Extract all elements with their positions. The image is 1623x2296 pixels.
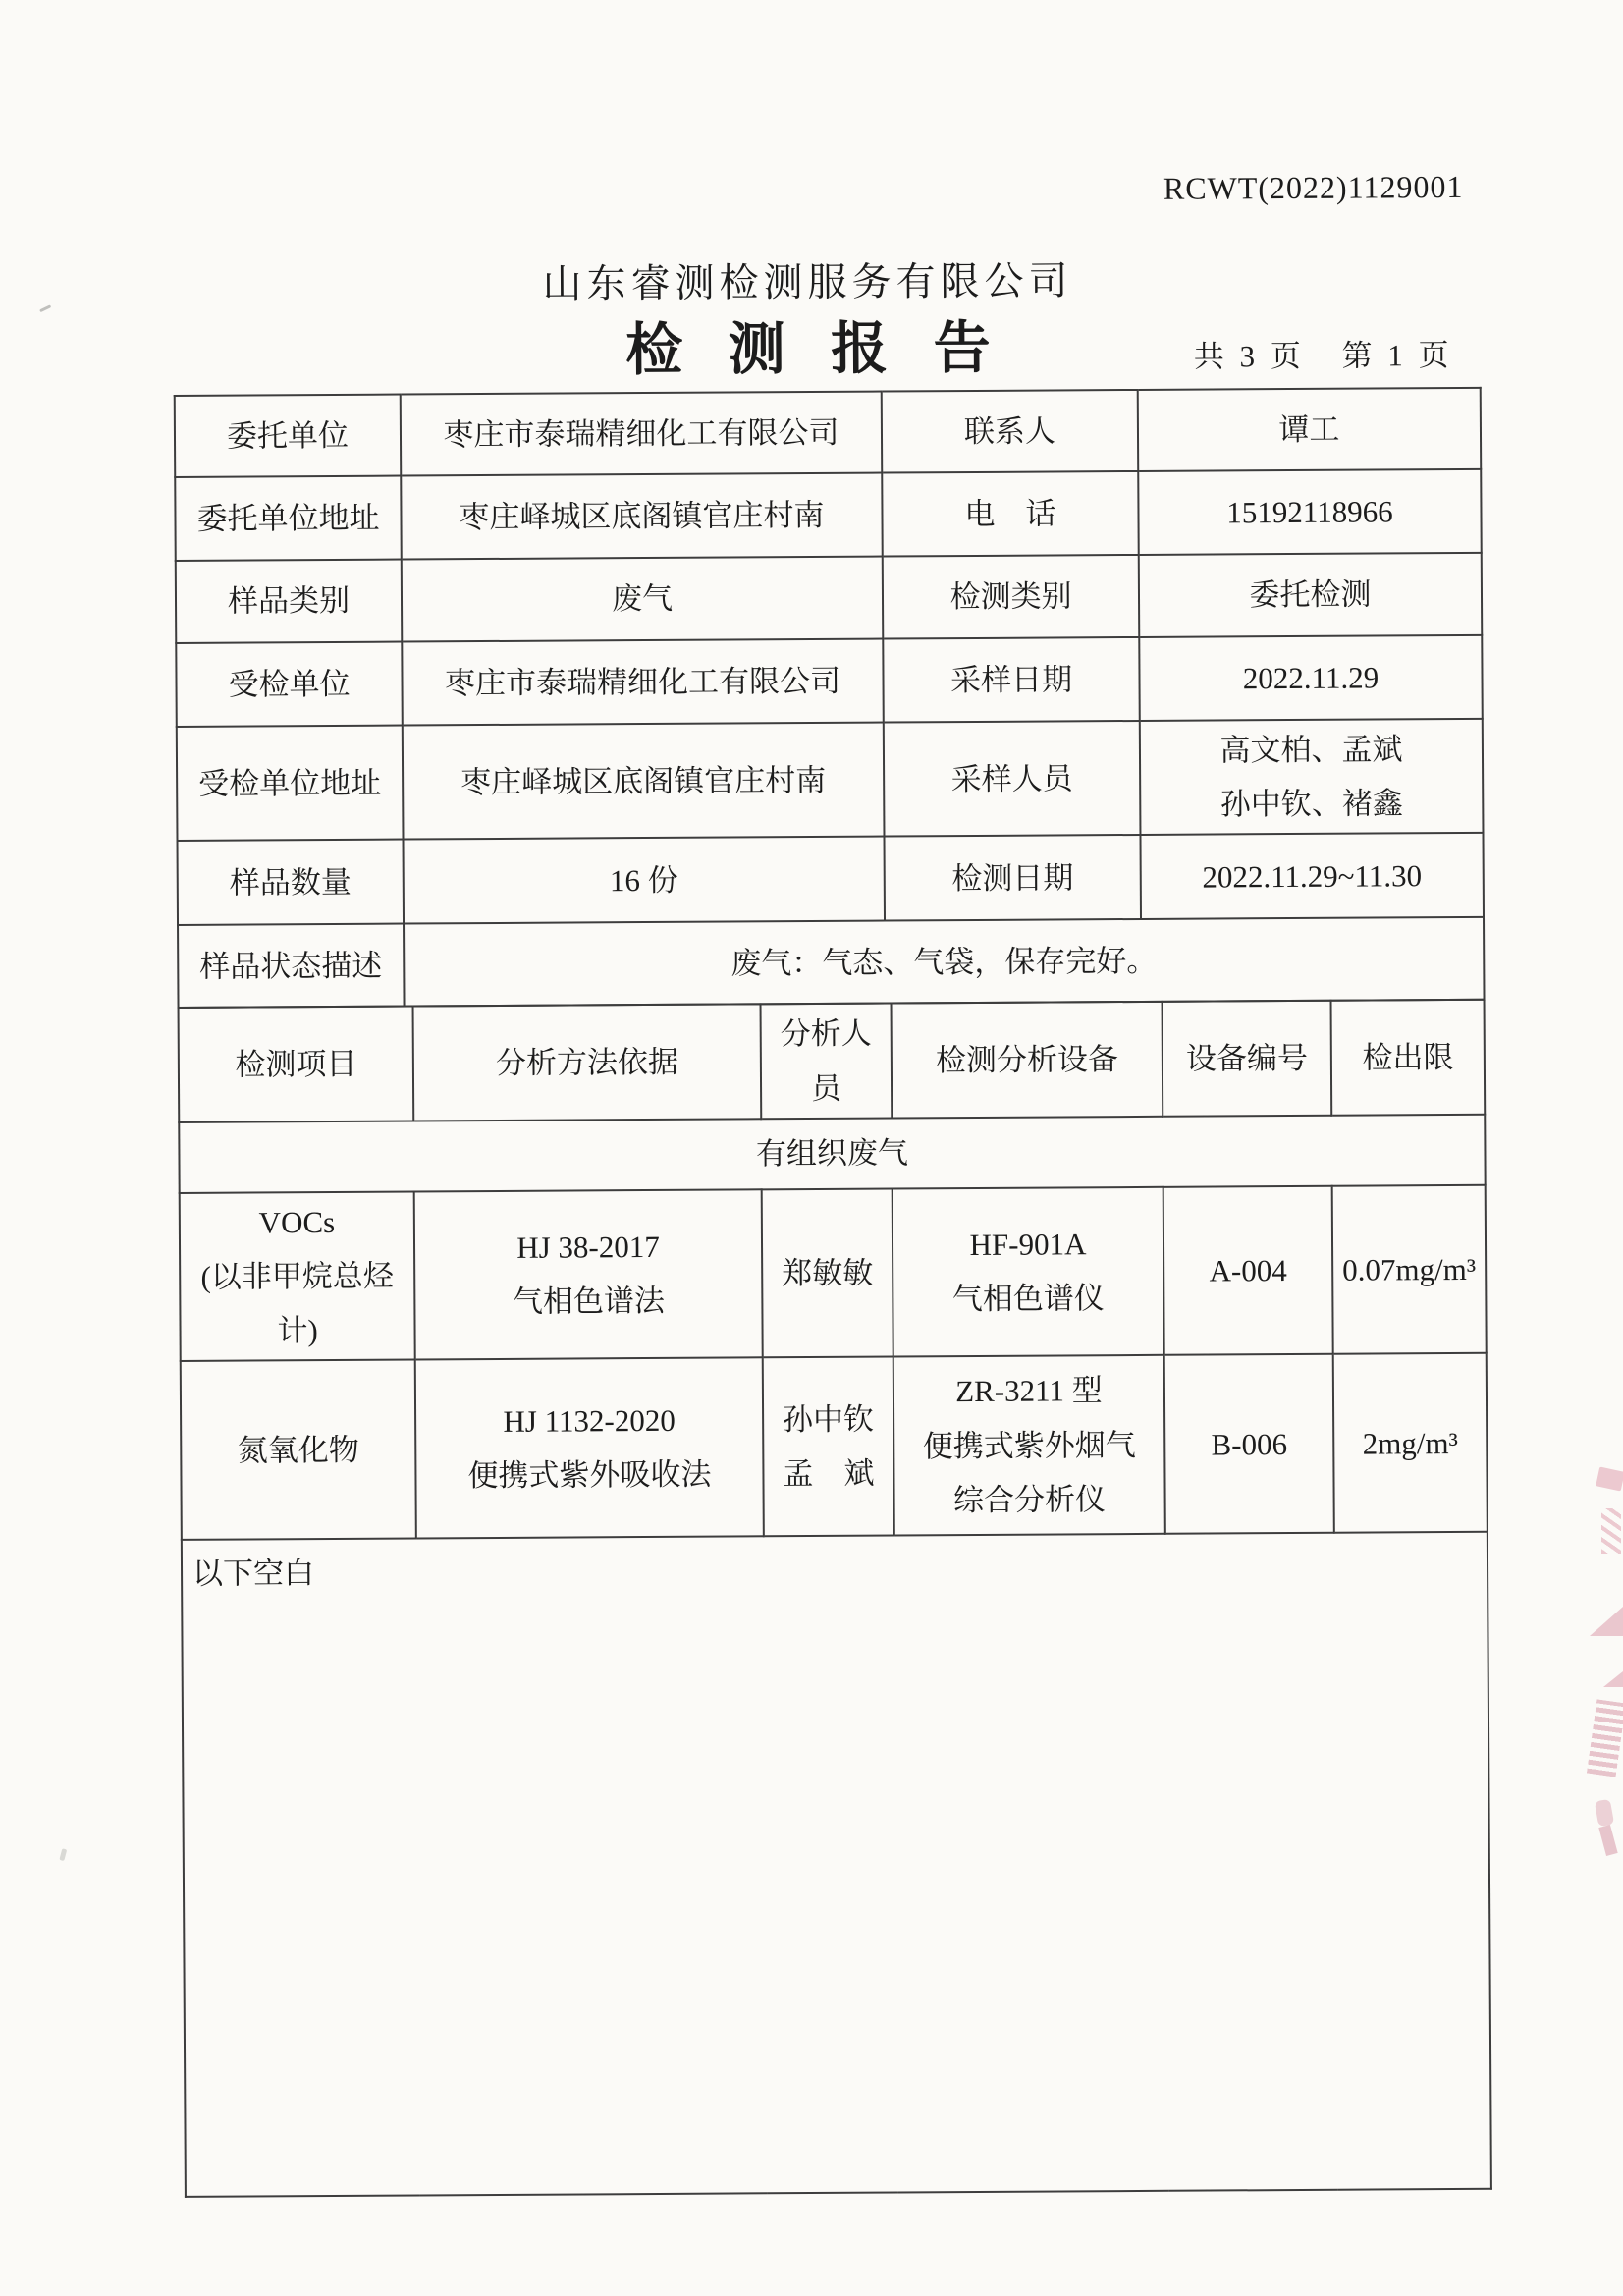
value-sample-category: 废气 xyxy=(402,557,884,642)
value-inspected-unit-address: 枣庄峄城区底阁镇官庄村南 xyxy=(403,723,885,840)
nox-detection-limit: 2mg/m³ xyxy=(1333,1353,1488,1533)
label-test-category: 检测类别 xyxy=(883,555,1140,639)
label-sample-status: 样品状态描述 xyxy=(178,924,405,1008)
table-row xyxy=(175,388,1481,477)
table-row xyxy=(178,833,1485,925)
table-row xyxy=(176,553,1482,643)
label-contact-person: 联系人 xyxy=(882,390,1139,473)
table-row xyxy=(175,469,1481,561)
page-info xyxy=(1164,330,1453,376)
report-table xyxy=(174,387,1490,2198)
report-number: RCWT(2022)1129001 xyxy=(1163,168,1464,206)
nox-item: 氮氧化物 xyxy=(181,1360,416,1540)
table-row xyxy=(178,917,1484,1008)
report-title: 检 测 报 告 xyxy=(624,315,1006,383)
table-row xyxy=(176,635,1482,727)
header-method-basis: 分析方法依据 xyxy=(413,1005,762,1121)
voc-equipment-no: A-004 xyxy=(1163,1185,1333,1355)
info-table xyxy=(174,387,1486,1009)
value-test-date: 2022.11.29~11.30 xyxy=(1140,833,1484,919)
header-test-item: 检测项目 xyxy=(179,1007,414,1122)
voc-analyst: 郑敏敏 xyxy=(762,1188,893,1357)
page-count-total: 共 3 页 xyxy=(1193,338,1305,374)
voc-method: HJ 38-2017 气相色谱法 xyxy=(414,1189,763,1360)
label-inspected-unit: 受检单位 xyxy=(176,642,403,727)
value-contact-person: 谭工 xyxy=(1138,388,1482,471)
voc-detection-limit: 0.07mg/m³ xyxy=(1332,1185,1487,1354)
label-sampling-personnel: 采样人员 xyxy=(884,721,1141,837)
header-equipment-no: 设备编号 xyxy=(1163,1001,1332,1116)
method-table xyxy=(178,999,1492,2198)
section-organized-waste-gas: 有组织废气 xyxy=(179,1115,1485,1193)
value-sample-quantity: 16 份 xyxy=(404,837,886,924)
value-inspected-unit: 枣庄市泰瑞精细化工有限公司 xyxy=(402,639,884,726)
label-client: 委托单位 xyxy=(175,395,402,477)
blank-row xyxy=(182,1532,1491,2197)
header-equipment: 检测分析设备 xyxy=(892,1002,1163,1118)
value-client: 枣庄市泰瑞精细化工有限公司 xyxy=(401,392,882,476)
voc-equipment: HF-901A 气相色谱仪 xyxy=(893,1187,1164,1357)
value-client-address: 枣庄峄城区底阁镇官庄村南 xyxy=(401,473,883,560)
table-row xyxy=(177,719,1484,841)
company-name: 山东睿测检测服务有限公司 xyxy=(542,258,1073,306)
section-row xyxy=(179,1115,1485,1193)
value-phone: 15192118966 xyxy=(1138,469,1482,555)
label-test-date: 检测日期 xyxy=(884,835,1141,921)
label-client-address: 委托单位地址 xyxy=(175,476,402,561)
label-sample-category: 样品类别 xyxy=(176,560,403,643)
value-test-category: 委托检测 xyxy=(1139,553,1483,637)
table-row xyxy=(181,1353,1488,1540)
header-detection-limit: 检出限 xyxy=(1331,1000,1486,1115)
nox-analyst: 孙中钦 孟 斌 xyxy=(763,1357,894,1537)
header-analyst: 分析人员 xyxy=(761,1004,893,1119)
table-row xyxy=(180,1185,1487,1362)
nox-method: HJ 1132-2020 便携式紫外吸收法 xyxy=(415,1358,764,1539)
value-sample-status: 废气：气态、气袋，保存完好。 xyxy=(404,917,1484,1007)
label-inspected-unit-address: 受检单位地址 xyxy=(177,726,404,842)
voc-item: VOCs (以非甲烷总烃计) xyxy=(180,1191,415,1361)
nox-equipment-no: B-006 xyxy=(1164,1354,1334,1534)
label-phone: 电 话 xyxy=(882,471,1139,557)
nox-equipment: ZR-3211 型 便携式紫外烟气 综合分析仪 xyxy=(893,1355,1165,1536)
table-header-row xyxy=(179,1000,1486,1121)
scan-speck xyxy=(59,1848,67,1861)
value-sampling-date: 2022.11.29 xyxy=(1139,635,1483,721)
label-sampling-date: 采样日期 xyxy=(883,637,1140,723)
blank-below-note: 以下空白 xyxy=(182,1532,1491,2197)
value-sampling-personnel: 高文柏、孟斌 孙中钦、褚鑫 xyxy=(1140,719,1484,835)
page-count-current: 第 1 页 xyxy=(1341,338,1453,373)
label-sample-quantity: 样品数量 xyxy=(178,840,405,925)
